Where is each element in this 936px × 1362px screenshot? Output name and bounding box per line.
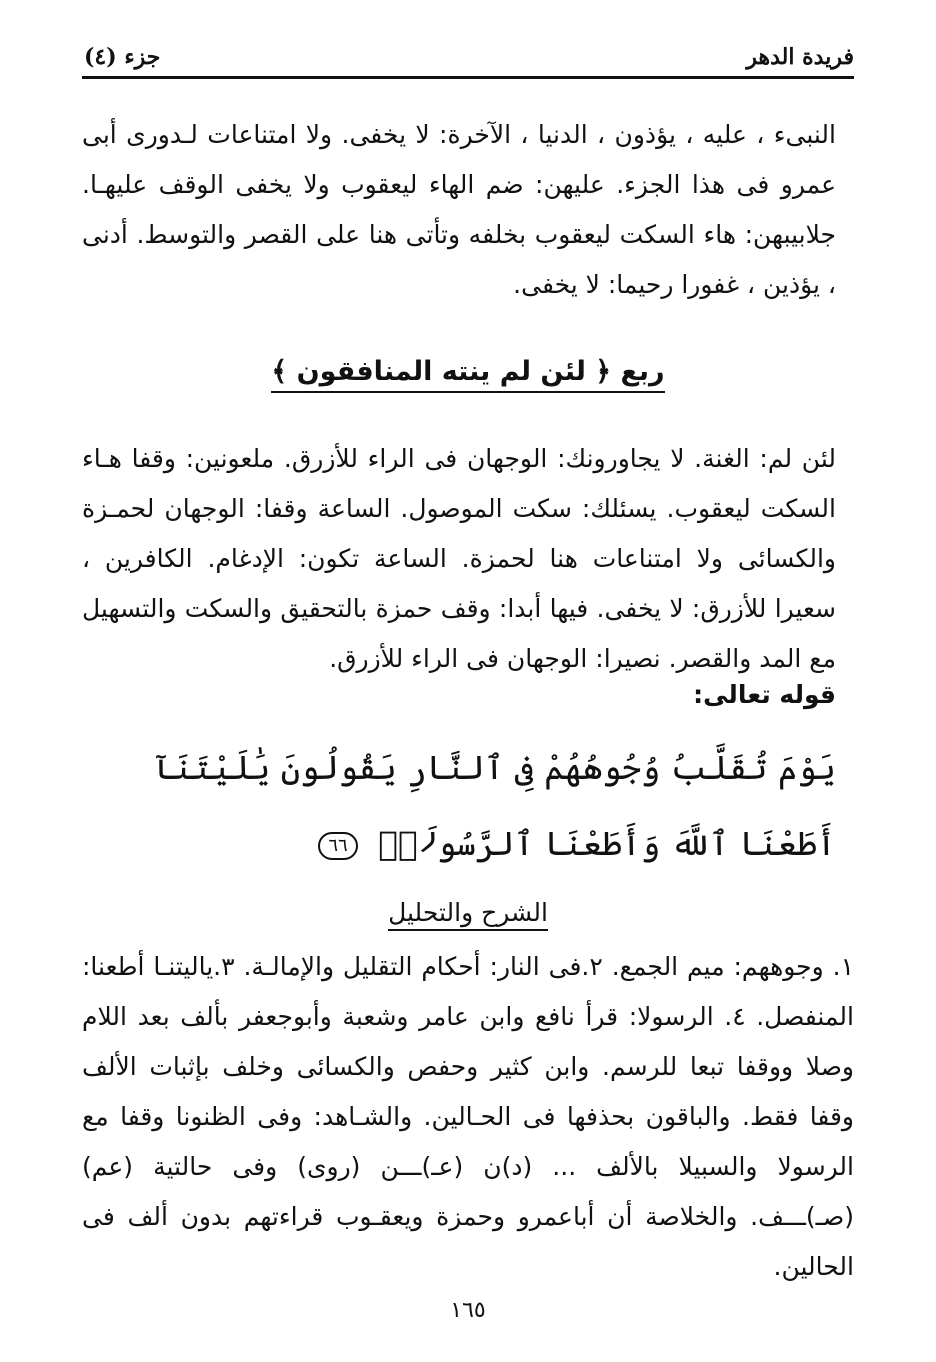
paragraph-commentary: ١. وجوههم: ميم الجمع. ٢.فى النار: أحكام التقليل والإمالـة. ٣.ياليتنـا أطعنا: المنفصل. ٤. الرسولا: قرأ نافع وابن عامر وشعبة وأبوجعفر بألف بعد اللام وصلا ووقفا تبعا للرسم. وابن كثير وحفص والكسائى وخلف بإثبات الألف وقفا فقط. والباقون بحذفها فى الحـالين. والشـاهد: وفى الظنونا وقفا مع الرسولا والسبيلا بالألف ... (د)ن (عـ)ـــن (روى) وفى حالتية (عم) (صـ)ـــف. والخلاصة أن أباعمرو وحمزة ويعقـوب قراءتهم بدون ألف فى الحالين. <box>82 952 854 1281</box>
verse-text: يَوْمَ تُقَلَّبُ وُجُوهُهُمْ فِى ٱلنَّارِ يَقُولُونَ يَٰلَيْتَنَآ أَطَعْنَا ٱللَّهَ وَأَطَعْنَا ٱلرَّسُولَا۠ <box>154 748 836 863</box>
page-number: ١٦٥ <box>450 1298 486 1323</box>
section-heading-text: ربع ﴿ لئن لم ينته المنافقون ﴾ <box>271 356 664 393</box>
paragraph-intro: النبىء ، عليه ، يؤذون ، الدنيا ، الآخرة: لا يخفى. ولا امتناعات لـدورى أبى عمرو فى هذا الجزء. عليهن: ضم الهاء ليعقوب ولا يخفى الوقف عليهـا. جلابيبهن: هاء السكت ليعقوب بخلفه وتأتى هنا على القصر والتوسط. أدنى ، يؤذين ، غفورا رحيما: لا يخفى. <box>82 120 836 299</box>
part-number: جزء (٤) <box>84 44 161 70</box>
commentary-heading <box>0 898 936 927</box>
quran-verse <box>82 730 836 882</box>
commentary-heading-text: الشرح والتحليل <box>388 898 548 931</box>
book-title: فريدة الدهر <box>746 44 854 70</box>
header-rule <box>82 76 854 79</box>
section-heading <box>0 356 936 387</box>
paragraph-readings: لئن لم: الغنة. لا يجاورونك: الوجهان فى الراء للأزرق. ملعونين: وقفا هـاء السكت ليعقوب. يسئلك: سكت الموصول. الساعة وقفا: الوجهان لحمـزة والكسائى ولا امتناعات هنا لحمزة. الساعة تكون: الإدغام. الكافرين ، سعيرا للأزرق: لا يخفى. فيها أبدا: وقف حمزة بالتحقيق والسكت والتسهيل مع المد والقصر. نصيرا: الوجهان فى الراء للأزرق. <box>82 444 836 673</box>
verse-number-badge: ٦٦ <box>318 832 357 860</box>
page-header <box>82 40 854 76</box>
verse-label: قوله تعالى: <box>693 680 836 709</box>
